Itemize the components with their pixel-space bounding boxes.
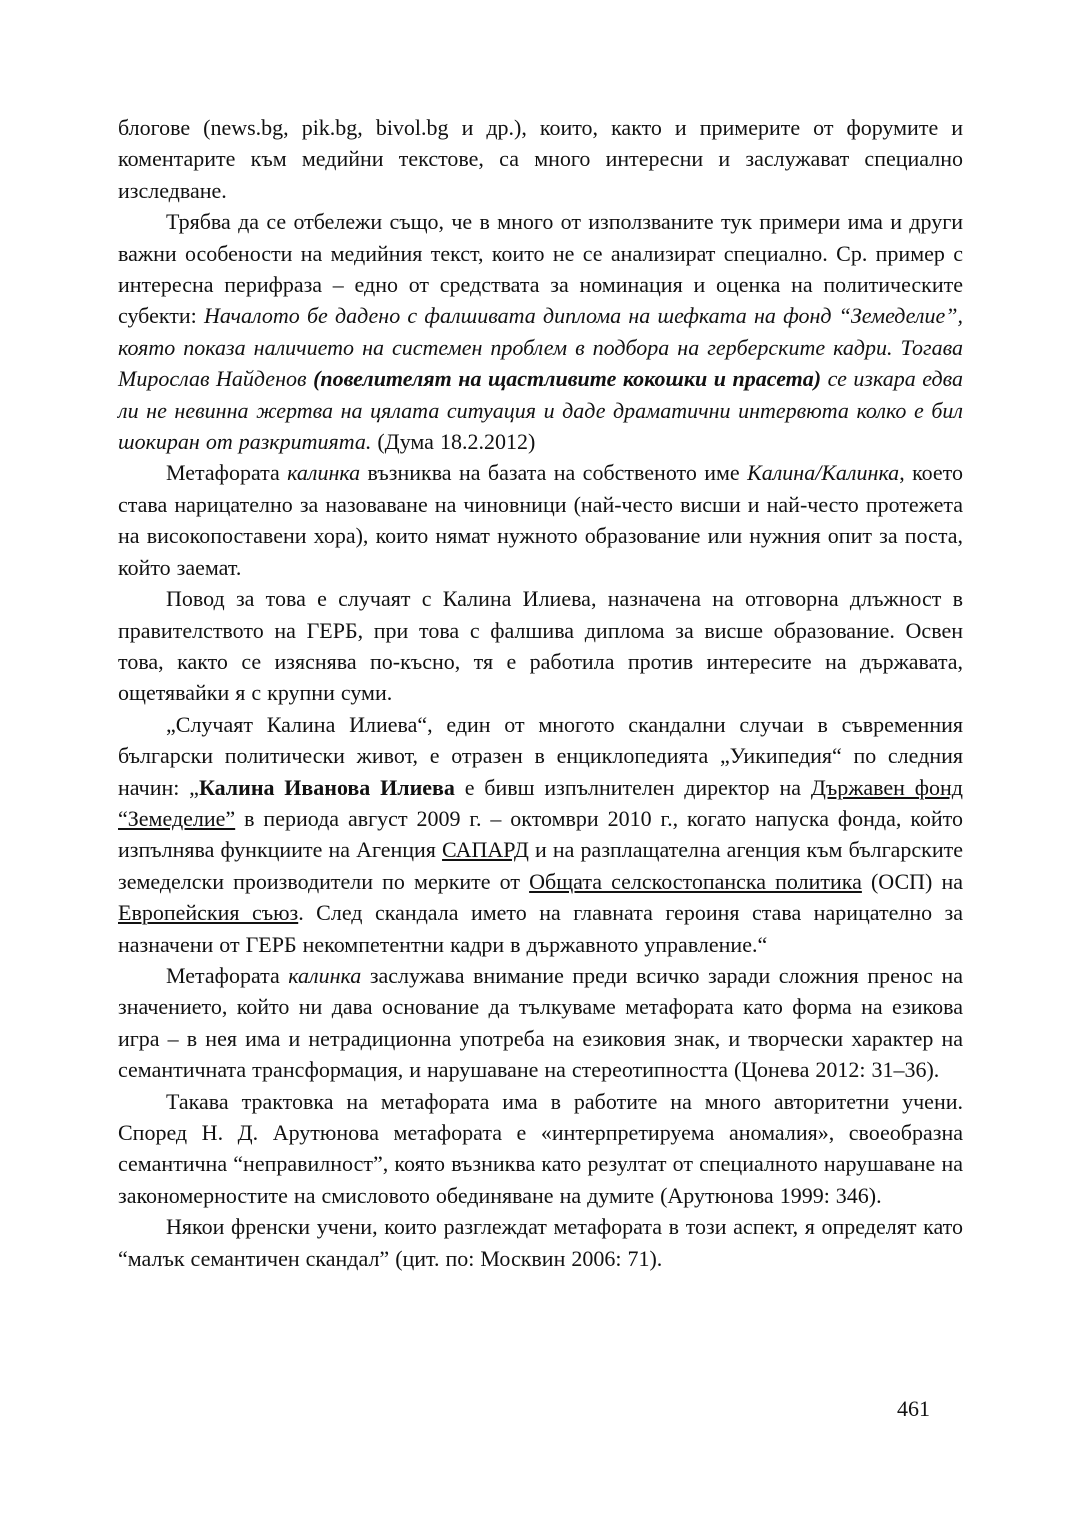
paragraph	[118, 583, 963, 709]
text-run: (ОСП) на	[861, 868, 963, 894]
text-run: калинка	[287, 460, 361, 486]
text-block	[118, 112, 963, 1274]
text-run: Трябва да се отбележи също, че в много от използваните тук примери има и други важни особености на медийния текст, които не се анализират специално. Ср. пример с интересна перифраза – едно от средствата за номинация и оценка на политическите субекти:	[118, 209, 963, 329]
text-run: (Дума 18.2.2012)	[371, 429, 536, 455]
text-run: Европейския съюз	[118, 900, 299, 926]
paragraph	[118, 709, 963, 960]
text-run: калинка	[288, 962, 362, 988]
text-run: Метафората	[166, 460, 288, 486]
text-run: Калина/Калинка	[747, 460, 900, 486]
text-run: Калина Иванова Илиева	[198, 774, 455, 800]
paragraph	[118, 457, 963, 583]
text-run: заслужава внимание преди всичко заради сложния пренос на значението, който ни дава основание да тълкуваме метафората като форма на езикова игра – в нея има и нетрадиционна употреба на езиковия знак, и творчески характер на семантичната трансформация, и нарушаване на стереотипността (Цонева 2012: 31–36).	[118, 962, 963, 1083]
text-run: Някои френски учени, които разглеждат метафората в този аспект, я определят като “малък семантичен скандал” (цит. по: Москвин 2006: 71).	[118, 1214, 963, 1271]
text-run: блогове (news.bg, pik.bg, bivol.bg и др.), които, както и примерите от форумите и коментарите към медийни текстове, са много интересни и заслужават специално изследване.	[118, 115, 963, 203]
paragraph	[118, 206, 963, 457]
paragraph	[118, 960, 963, 1086]
paragraph	[118, 1086, 963, 1212]
text-run: САПАРД	[442, 837, 529, 863]
text-run: е бивш изпълнителен директор на	[454, 774, 811, 800]
text-run: и на разплащателна агенция към българските земеделски производители по мерките от	[118, 837, 963, 894]
text-run: Държавен фонд “Земеделие”	[118, 774, 963, 831]
page-number: 461	[897, 1396, 930, 1421]
text-run: Общата селскостопанска политика	[529, 868, 862, 894]
text-run: „Случаят Калина Илиева“, един от многото скандални случаи в съвременния български политически живот, е отразен в енциклопедията „Уикипедия“ по следния начин: „	[118, 711, 963, 800]
text-run: в периода август 2009 г. – октомври 2010 г., когато напуска фонда, който изпълнява функциите на Агенция	[118, 805, 963, 863]
text-run: възниква на базата на собственото име	[360, 460, 748, 486]
text-run: , което става нарицателно за назоваване на чиновници (най-често висши и най-често протежета на високопоставени хора), които нямат нужното образование или нужния опит за поста, който заемат.	[118, 460, 964, 580]
text-run: Такава трактовка на метафората има в работите на много авторитетни учени. Според Н. Д. Арутюнова метафората е «интерпретируема аномалия», своеобразна семантична “неправилност”, която възниква като резултат от специалното нарушаване на закономерностите на смисловото обединяване на думите (Арутюнова 1999: 346).	[118, 1088, 963, 1208]
text-run: . След скандала името на главната героиня става нарицателно за назначени от ГЕРБ некомпетентни кадри в държавното управление.“	[118, 900, 964, 957]
paragraph	[118, 112, 963, 206]
text-run: Началото бе дадено с фалшивата диплома на шефката на фонд “Земеделие”, която показа наличието на системен проблем в подбора на герберските кадри. Тогава Мирослав Найденов	[118, 303, 963, 392]
text-run: се изкара едва ли не невинна жертва на цялата ситуация и даде драматични интервюта колко е бил шокиран от разкритията.	[118, 366, 963, 455]
text-run: (повелителят на щастливите кокошки и прасета)	[313, 366, 822, 392]
paragraph	[118, 1211, 963, 1274]
text-run: Метафората	[166, 962, 289, 988]
text-run: Повод за това е случаят с Калина Илиева, назначена на отговорна длъжност в правителството на ГЕРБ, при това с фалшива диплома за висше образование. Освен това, както се изяснява по-късно, тя е работила против интересите на държавата, ощетявайки я с крупни суми.	[118, 586, 963, 706]
